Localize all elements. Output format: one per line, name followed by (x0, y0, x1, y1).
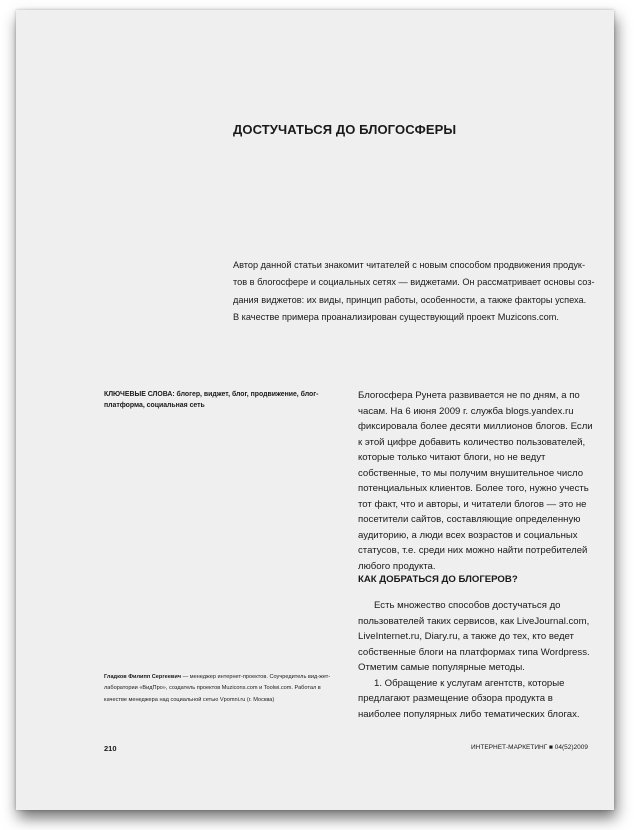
page-number: 210 (104, 744, 117, 753)
section-heading: КАК ДОБРАТЬСЯ ДО БЛОГЕРОВ? (358, 574, 518, 585)
body-column-methods (358, 598, 596, 722)
author-note (104, 672, 344, 706)
body-paragraph: Блогосфера Рунета развивается не по дням, а по часам. На 6 июня 2009 г. служба blogs.yandex.ru фиксировала более десяти миллионов блогов. Если к этой цифре добавить количество пользователей, которые только читают блоги, но не ведут собственные, то мы получим внушительное число потенциальных клиентов. Более того, нужно учесть тот факт, что и авторы, и читатели блогов — это не посетители сайтов, составляющие определенную аудиторию, а люди всех возрастов и социальных статусов, т.е. среди них можно найти потребителей любого продукта. (358, 390, 593, 572)
abstract-line: дания виджетов: их виды, принцип работы, особенности, а также факторы успеха. (233, 294, 587, 305)
article-abstract (233, 257, 613, 326)
abstract-line: Автор данной статьи знакомит читателей с новым способом продвижения продук- (233, 260, 586, 270)
keywords-text: блогер, виджет, блог, продвижение, блог-платформа, социальная сеть (104, 391, 319, 409)
keywords-block (104, 390, 344, 411)
author-name: Гладков Филипп Сергеевич (104, 674, 182, 680)
journal-issue: ИНТЕРНЕТ-МАРКЕТИНГ ■ 04(52)2009 (471, 744, 589, 751)
body-paragraph: Есть множество способов достучаться до пользователей таких сервисов, как LiveJournal.com, LiveInternet.ru, Diary.ru, а также до тех, кто ведет собственные блоги на платформах типа Wordpress. Отметим самые популярные методы. (358, 600, 590, 673)
body-column-intro (358, 388, 596, 574)
author-bio: — менеджер интернет-проектов. Соучредитель вид-жет-лаборатории «ВидПро», создатель проектов Muzicons.com и Toolwi.com. Работал в качестве менеджера над социальной сетью Vpomni.ru (г. Москва) (104, 674, 331, 703)
body-paragraph: 1. Обращение к услугам агентств, которые предлагают размещение обзора продукта в наиболее популярных либо тематических блогах. (358, 677, 580, 720)
abstract-line: В качестве примера проанализирован существующий проект Muzicons.com. (233, 311, 559, 322)
article-title: ДОСТУЧАТЬСЯ ДО БЛОГОСФЕРЫ (233, 122, 457, 137)
keywords-label: КЛЮЧЕВЫЕ СЛОВА: (104, 391, 175, 398)
magazine-page (16, 10, 614, 810)
abstract-line: тов в блогосфере и социальных сетях — виджетами. Он рассматривает основы соз- (233, 277, 595, 288)
